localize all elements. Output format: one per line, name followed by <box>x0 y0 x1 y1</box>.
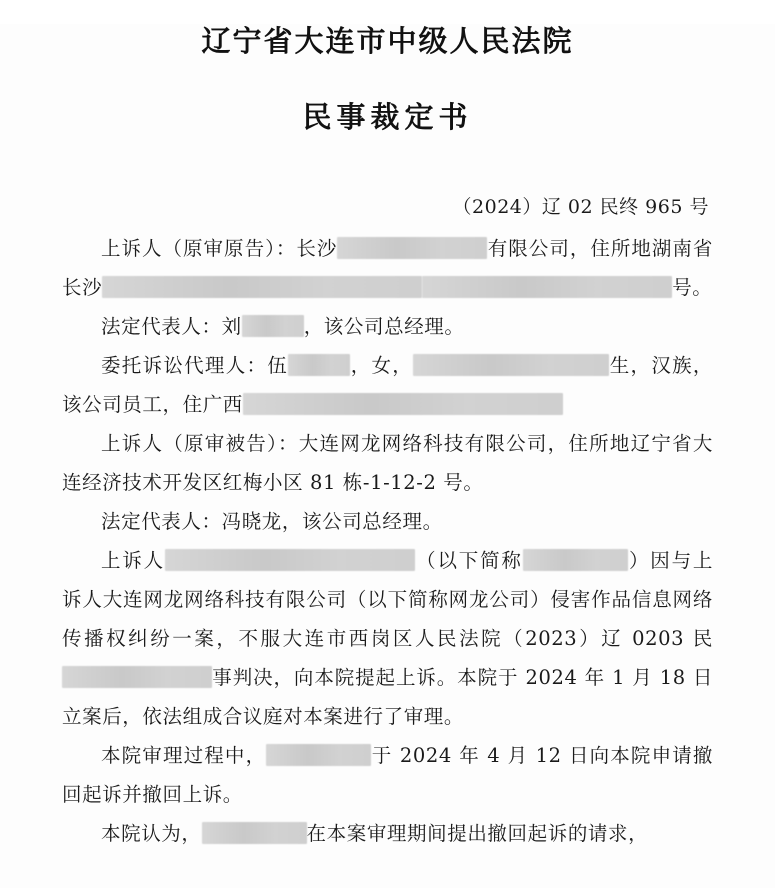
document-body <box>62 229 713 853</box>
paragraph-appellant-plaintiff <box>62 229 713 307</box>
court-title: 辽宁省大连市中级人民法院 <box>201 24 574 58</box>
redaction-block <box>243 393 563 415</box>
document-page <box>0 24 775 888</box>
paragraph-appellant-defendant <box>62 424 713 502</box>
paragraph-entrusted-agent <box>62 346 713 424</box>
paragraph-text: 上诉人（原审原告）：长沙 <box>101 236 338 260</box>
redaction-block <box>422 276 672 298</box>
paragraph-text: 于 2024 年 4 月 12 日向本院申请撤回起诉并撤回上诉。 <box>62 743 713 806</box>
document-title: 民事裁定书 <box>302 99 473 134</box>
redaction-block <box>102 276 422 298</box>
paragraph-text: 上诉人 <box>101 548 165 572</box>
redaction-block <box>266 744 371 766</box>
paragraph-text: 上诉人（原审被告）：大连网龙网络科技有限公司，住所地辽宁省大连经济技术开发区红梅小区 81 栋-1-12-2 号。 <box>62 431 713 494</box>
redaction-block <box>288 354 350 376</box>
paragraph-text: 法定代表人：冯晓龙，该公司总经理。 <box>101 509 443 533</box>
paragraph-text: ，该公司总经理。 <box>303 314 465 338</box>
redaction-block <box>242 315 304 337</box>
paragraph-legal-representative-2 <box>62 502 713 541</box>
paragraph-text: 法定代表人：刘 <box>101 314 242 338</box>
paragraph-text: 有限公司，住所地湖南省长沙 <box>62 236 713 299</box>
paragraph-text: 本院审理过程中， <box>101 743 267 767</box>
redaction-block <box>165 549 415 571</box>
paragraph-text: 委托诉讼代理人：伍 <box>101 353 289 377</box>
case-number: （2024）辽 02 民终 965 号 <box>452 195 709 218</box>
redaction-block <box>202 822 307 844</box>
paragraph-legal-representative-1 <box>62 307 713 346</box>
redaction-block <box>337 237 487 259</box>
redaction-block <box>523 549 628 571</box>
paragraph-text: ）因与上诉人大连网龙网络科技有限公司（以下简称网龙公司）侵害作品信息网络传播权纠纷一案，不服大连市西岗区人民法院（2023）辽 0203 民 <box>62 548 713 650</box>
paragraph-withdrawal-request <box>62 736 713 814</box>
paragraph-text: 生，汉族，该公司员工，住广西 <box>62 353 713 416</box>
paragraph-text: （以下简称 <box>414 548 523 572</box>
paragraph-text: 事判决，向本院提起上诉。本院于 2024 年 1 月 18 日立案后，依法组成合议庭对本案进行了审理。 <box>62 665 713 728</box>
paragraph-case-summary <box>62 541 713 736</box>
redaction-block <box>413 354 609 376</box>
paragraph-court-opinion <box>62 814 713 853</box>
redaction-block <box>62 666 212 688</box>
paragraph-text: 在本案审理期间提出撤回起诉的请求， <box>306 821 649 845</box>
paragraph-text: ，女， <box>350 353 414 377</box>
paragraph-text: 号。 <box>672 275 713 299</box>
paragraph-text: 本院认为， <box>101 821 202 845</box>
